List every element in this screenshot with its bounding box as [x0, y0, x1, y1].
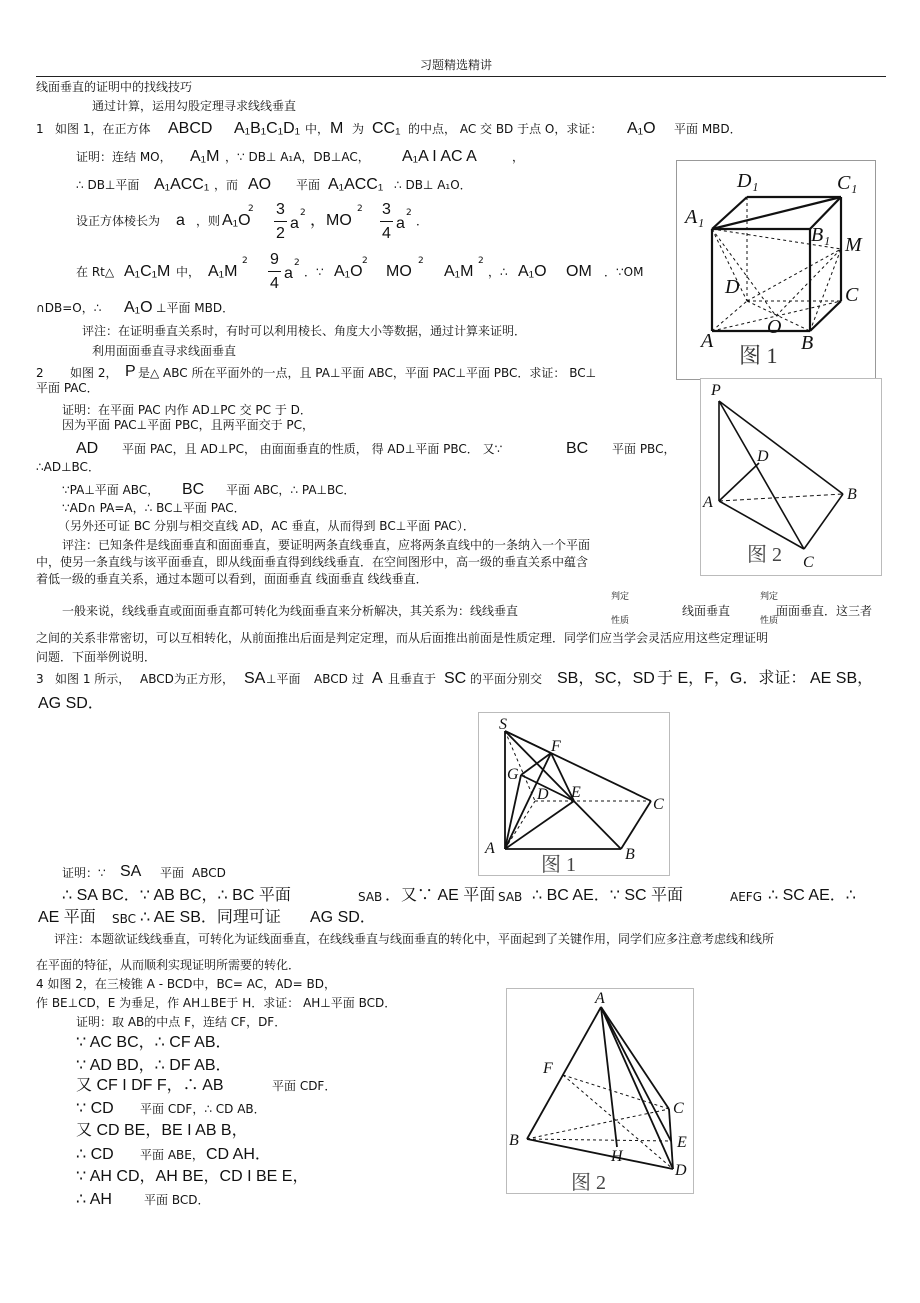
note-2: 评注：已知条件是线面垂直和面面垂直，要证明两条直线垂直，应将两条直线中的一条纳入一个平面: [62, 538, 591, 552]
problem-1-text: 平面 MBD．: [674, 122, 742, 136]
proof-1-line: ∴ DB⊥ A₁O．: [394, 178, 472, 192]
proof-1-line: ⊥平面 MBD．: [156, 301, 235, 315]
proof-4-line: 又 CF I DF F，∴ AB: [76, 1077, 224, 1094]
fig4-label: C: [673, 1100, 684, 1117]
proof-1-line: 平面: [296, 178, 321, 192]
problem-3-math: ABCD: [314, 672, 348, 686]
fig1-label: B: [801, 332, 814, 354]
fig2-label: C: [803, 554, 814, 571]
fig1-label: C: [845, 284, 859, 306]
problem-1-math: A₁B₁C₁D₁: [234, 120, 301, 137]
problem-4-text: 作 BE⊥CD，E 为垂足，作 AH⊥BE于 H．求证： AH⊥平面 BCD．: [36, 996, 397, 1010]
proof-1-math: A₁A I AC A: [402, 148, 477, 165]
proof-4-line: ∵ AH CD，AH BE，CD I BE E，: [76, 1168, 309, 1185]
problem-3-math: SC: [444, 670, 467, 687]
problem-3-math: SA: [244, 670, 266, 687]
proof-2-line: 因为平面 PAC⊥平面 PBC，且两平面交于 PC，: [62, 418, 314, 432]
fig4-label: F: [543, 1060, 553, 1077]
problem-3-text: 过: [352, 672, 365, 686]
proof-1-math: A₁O: [334, 263, 363, 280]
figure-pyramid-sabcd: [478, 712, 670, 876]
proof-1-math: A₁O: [124, 299, 153, 316]
proof-1-math: MO: [386, 263, 412, 280]
note-1: 评注：在证明垂直关系时，有时可以利用棱长、角度大小等数据，通过计算来证明．: [82, 324, 527, 338]
proof-1-superscript: 2: [418, 256, 424, 266]
figure-tetrahedron: [506, 988, 694, 1194]
general-remark: 面面垂直．这三者: [776, 604, 873, 618]
proof-4-line: ∵ CD: [76, 1100, 114, 1117]
proof-3-line: ABCD: [192, 866, 226, 880]
proof-1-line: 中，: [176, 265, 201, 279]
proof-1-math: a: [396, 215, 405, 232]
general-remark: 一般来说，线线垂直或面面垂直都可转化为线面垂直来分析解决，其关系为：线线垂直: [62, 604, 519, 618]
proof-1-math: A₁ACC₁: [154, 176, 210, 193]
proof-1-math: A₁O: [222, 212, 251, 229]
proof-2-line: ∵AD∩ PA=A，∴ BC⊥平面 PAC．: [62, 501, 246, 515]
proof-1-superscript: 2: [406, 208, 412, 218]
proof-4-line: 又 CD BE，BE I AB B，: [76, 1122, 248, 1139]
problem-3-math: SB，SC，SD: [557, 670, 655, 687]
proof-3-line: ∴ SA BC．∵ AB BC，∴ BC 平面: [62, 887, 291, 904]
proof-3-line: ∴ BC AE．∵ SC 平面: [532, 887, 684, 904]
problem-2-text: 是△ ABC 所在平面外的一点，且 PA⊥平面 ABC，平面 PAC⊥平面 PBC．求证： BC⊥: [138, 366, 597, 380]
proof-4-line: ∵ AC BC，∴ CF AB．: [76, 1034, 232, 1051]
proof-3-line: SBC: [112, 912, 137, 926]
proof-4-line: ∴ AH: [76, 1191, 112, 1208]
proof-1-math: a: [290, 215, 299, 232]
proof-1-line: ∩DB=O，∴: [36, 301, 102, 315]
fig3-label: S: [499, 716, 507, 733]
fig3-label: G: [507, 766, 519, 783]
fraction-denominator: 4: [270, 275, 279, 292]
general-remark: 之间的关系非常密切，可以互相转化，从前面推出后面是判定定理，而从后面推出前面是性质定理．同学们应当学会灵活应用这些定理证明: [36, 631, 769, 645]
proof-1-superscript: 2: [248, 204, 254, 214]
proof-1-math: A₁M: [190, 148, 220, 165]
method-1-heading: 通过计算，运用勾股定理寻求线线垂直: [92, 99, 297, 113]
proof-1-line: ．∵OM: [604, 265, 644, 279]
proof-2-line: 平面 PAC，且 AD⊥PC， 由面面垂直的性质， 得 AD⊥平面 PBC． 又∵: [122, 442, 503, 456]
fraction-numerator: 3: [382, 201, 391, 218]
proof-1-superscript: 2: [357, 204, 363, 214]
general-remark: 问题．下面举例说明．: [36, 650, 157, 664]
proof-1-line: ．∵: [304, 265, 324, 279]
fig3-label: B: [625, 846, 635, 863]
note-3: 评注：本题欲证线线垂直，可转化为证线面垂直，在线线垂直与线面垂直的转化中，平面起到了关键作用，同学们应多注意考虑线和线所: [54, 932, 775, 946]
fig4-caption: 图 2: [571, 1172, 606, 1193]
problem-3-number: 3: [36, 672, 44, 686]
proof-4-line: CD AH．: [206, 1146, 271, 1163]
proof-1-line: ，: [512, 150, 525, 164]
fraction-numerator: 3: [276, 201, 285, 218]
fig4-label: E: [677, 1134, 687, 1151]
proof-3-line: AE 平面: [38, 909, 96, 926]
fig1-label: O: [767, 316, 782, 338]
fraction-numerator: 9: [270, 251, 279, 268]
proof-3-line: SAB: [498, 890, 523, 904]
proof-1-line: 设正方体棱长为: [76, 214, 161, 228]
proof-4-line: ∴ CD: [76, 1146, 114, 1163]
fig1-caption: 图 1: [739, 343, 778, 368]
proof-1-line: 证明：连结 MO，: [76, 150, 172, 164]
proof-4-line: ∵ AD BD，∴ DF AB．: [76, 1057, 232, 1074]
proof-1-line: ，∴: [488, 265, 508, 279]
note-2: 中，使另一条直线与该平面垂直，即从线面垂直得到线线垂直．在空间图形中，高一级的垂直关系中蕴含: [36, 555, 589, 569]
proof-1-math: A₁C₁M: [124, 263, 171, 280]
proof-3-line: ．又∵ AE 平面: [385, 887, 496, 904]
problem-1-text: 中，: [305, 122, 330, 136]
proof-1-line: ∴ DB⊥平面: [76, 178, 140, 192]
fig4-label: D: [675, 1162, 687, 1179]
proof-2-math: BC: [182, 481, 205, 498]
note-3: 在平面的特征，从而顺利实现证明所需要的转化．: [36, 958, 301, 972]
fig1-label: A: [701, 330, 714, 352]
proof-1-math: a: [284, 265, 293, 282]
proof-1-line: ，∵ DB⊥ A₁A，DB⊥AC，: [225, 150, 370, 164]
fig4-label: A: [595, 990, 605, 1007]
problem-3-text: 如图 1 所示，: [55, 672, 131, 686]
fraction-bar: [274, 221, 287, 222]
problem-1-text: 的中点， AC 交 BD 于点 O，求证：: [408, 122, 603, 136]
problem-3-text: 为正方形，: [174, 672, 235, 686]
problem-1-number: 1: [36, 122, 44, 136]
proof-1-math: a: [176, 212, 185, 229]
problem-1-math: A₁O: [627, 120, 656, 137]
problem-3-math: AE SB，: [810, 670, 874, 687]
fig2-label: P: [711, 382, 721, 399]
fig4-label: H: [611, 1148, 623, 1165]
proof-4-line: 平面 CDF．: [272, 1079, 337, 1093]
section-title: 线面垂直的证明中的找线技巧: [36, 80, 193, 94]
proof-4-line: 证明：取 AB的中点 F，连结 CF，DF．: [76, 1015, 287, 1029]
proof-1-line: ．: [416, 214, 429, 228]
fig2-label: D: [757, 448, 769, 465]
problem-3-math: A: [372, 670, 383, 687]
proof-4-line: 平面 CDF，∴ CD AB．: [140, 1102, 266, 1116]
proof-1-math: OM: [566, 263, 592, 280]
problem-3-math: AG SD．: [38, 695, 104, 712]
proof-3-line: 平面: [160, 866, 185, 880]
problem-1-text: 为: [352, 122, 365, 136]
figure-cube: [676, 160, 876, 380]
proof-1-math: A₁M: [444, 263, 474, 280]
method-2-heading: 利用面面垂直寻求线面垂直: [92, 344, 237, 358]
fig3-label: A: [485, 840, 495, 857]
proof-1-superscript: 2: [478, 256, 484, 266]
proof-3-line: ∴ SC AE．∴: [768, 887, 856, 904]
problem-2-number: 2: [36, 366, 44, 380]
problem-4-text: 4 如图 2，在三棱锥 A - BCD中，BC= AC，AD= BD，: [36, 977, 336, 991]
fraction-bar: [380, 221, 393, 222]
proof-2-line: ∵PA⊥平面 ABC，: [62, 483, 160, 497]
proof-1-superscript: 2: [300, 208, 306, 218]
fig2-caption: 图 2: [747, 544, 782, 566]
proof-3-line: AG SD．: [310, 909, 376, 926]
problem-3-text: 且垂直于: [388, 672, 437, 686]
proof-2-math: AD: [76, 440, 99, 457]
arrow-label-property: 性质: [611, 616, 630, 626]
problem-1-math: CC₁: [372, 120, 401, 137]
fig3-label: C: [653, 796, 664, 813]
problem-2-math: P: [125, 363, 136, 380]
fig1-label: B₁: [811, 224, 831, 246]
page-header-title: 习题精选精讲: [420, 58, 493, 72]
figure-pyramid-pabc: [700, 378, 882, 576]
proof-1-line: ，而: [214, 178, 239, 192]
fig1-label: C₁: [837, 172, 858, 194]
proof-3-line: SAB: [358, 890, 383, 904]
note-2: 着低一级的垂直关系，通过本题可以看到，面面垂直 线面垂直 线线垂直．: [36, 572, 428, 586]
proof-2-line: 平面 ABC，∴ PA⊥BC．: [226, 483, 356, 497]
arrow-label-judge: 判定: [760, 592, 779, 602]
proof-2-line: 证明：在平面 PAC 内作 AD⊥PC 交 PC 于 D．: [62, 403, 312, 417]
problem-1-math: M: [330, 120, 344, 137]
problem-3-text: ⊥平面: [266, 672, 301, 686]
proof-2-math: BC: [566, 440, 589, 457]
problem-1-text: 如图 1，在正方体: [55, 122, 151, 136]
fig1-label: M: [845, 234, 862, 256]
fraction-denominator: 2: [276, 225, 285, 242]
problem-2-text: 如图 2，: [70, 366, 118, 380]
problem-3-text: 的平面分别交: [470, 672, 543, 686]
proof-1-math: A₁ACC₁: [328, 176, 384, 193]
fig2-label: A: [703, 494, 713, 511]
fig4-label: B: [509, 1132, 519, 1149]
problem-3-math: 于 E，F，G．求证：: [657, 670, 807, 687]
fig3-label: E: [571, 784, 581, 801]
proof-3-line: AEFG: [730, 890, 762, 904]
fraction-bar: [268, 271, 281, 272]
proof-2-line: （另外还可证 BC 分别与相交直线 AD，AC 垂直，从而得到 BC⊥平面 PAC）．: [58, 519, 475, 533]
proof-2-line: 平面 PBC，: [612, 442, 676, 456]
arrow-label-judge: 判定: [611, 592, 630, 602]
proof-1-math: A₁M: [208, 263, 238, 280]
proof-3-line: 证明：∵: [62, 866, 106, 880]
fig1-label: D: [725, 276, 740, 298]
proof-1-superscript: 2: [242, 256, 248, 266]
proof-1-math: AO: [248, 176, 272, 193]
fig1-label: D₁: [737, 170, 759, 192]
problem-2-text: 平面 PAC．: [36, 381, 99, 395]
fig1-label: A₁: [685, 206, 705, 228]
proof-1-math: A₁O: [518, 263, 547, 280]
proof-1-line: ，则: [196, 214, 221, 228]
proof-4-line: 平面 ABE，: [140, 1148, 204, 1162]
arrow-label-property: 性质: [760, 616, 779, 626]
fig3-label: D: [537, 786, 549, 803]
proof-3-math: SA: [120, 863, 142, 880]
proof-1-line: 在 Rt△: [76, 265, 115, 279]
general-remark: 线面垂直: [682, 604, 731, 618]
fig3-caption: 图 1: [541, 854, 576, 875]
proof-1-superscript: 2: [362, 256, 368, 266]
proof-3-line: ∴ AE SB．同理可证: [140, 909, 281, 926]
proof-4-line: 平面 BCD．: [144, 1193, 210, 1207]
problem-3-math: ABCD: [140, 672, 174, 686]
header-rule: [36, 76, 886, 77]
fig2-label: B: [847, 486, 857, 503]
fraction-denominator: 4: [382, 225, 391, 242]
proof-1-math: ，MO: [310, 212, 352, 229]
proof-1-superscript: 2: [294, 258, 300, 268]
proof-2-line: ∴AD⊥BC．: [36, 460, 100, 474]
problem-1-math: ABCD: [168, 120, 213, 137]
fig3-label: F: [551, 738, 561, 755]
